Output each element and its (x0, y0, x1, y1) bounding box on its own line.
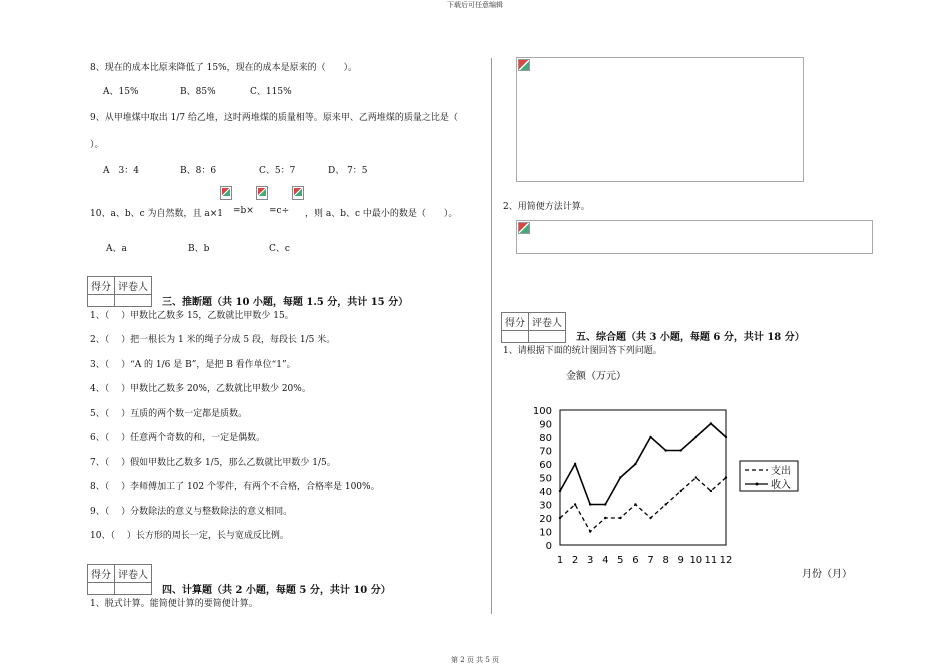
plot-frame (560, 410, 726, 545)
data-point-收入 (619, 476, 621, 478)
data-point-支出 (574, 503, 576, 505)
q9-option-a: A 3：4 (103, 166, 139, 176)
legend-label: 收入 (771, 480, 791, 491)
data-point-收入 (604, 503, 606, 505)
q9-option-c: C、5：7 (259, 166, 296, 176)
judge-item: 4、（ ）甲数比乙数多 20%，乙数就比甲数少 20%。 (90, 384, 311, 394)
data-point-支出 (725, 476, 727, 478)
judge-item: 6、（ ）任意两个奇数的和，一定是偶数。 (90, 433, 266, 443)
q10-option-b: B、b (188, 244, 210, 254)
y-tick-label: 100 (532, 406, 552, 417)
y-tick-label: 10 (539, 527, 552, 539)
data-point-支出 (680, 490, 682, 492)
legend-marker (756, 483, 759, 486)
x-tick-label: 10 (689, 555, 703, 566)
score-table (87, 276, 152, 307)
data-point-支出 (559, 517, 561, 519)
y-tick-label: 50 (539, 473, 552, 485)
x-tick-label: 5 (617, 555, 624, 566)
data-point-支出 (619, 517, 621, 519)
y-tick-label: 30 (539, 500, 552, 512)
series-line-支出 (560, 478, 726, 532)
data-point-收入 (649, 436, 651, 438)
y-tick-label: 0 (545, 541, 552, 552)
data-point-支出 (634, 503, 636, 505)
q8-option-c: C、115% (250, 87, 292, 97)
x-tick-label: 9 (677, 555, 684, 566)
q10-option-a: A、a (106, 244, 127, 254)
image-placeholder-icon (518, 59, 530, 71)
section-4-title: 四、计算题（共 2 小题，每题 5 分，共计 10 分） (162, 585, 391, 596)
grader-label: 评卷人 (115, 277, 152, 295)
score-cell[interactable] (88, 583, 115, 595)
judge-item: 2、（ ）把一根长为 1 米的绳子分成 5 段，每段长 1/5 米。 (90, 335, 336, 345)
page-footer: 第 2 页 共 5 页 (450, 656, 500, 664)
data-point-收入 (634, 463, 636, 465)
judge-item: 5、（ ）互质的两个数一定都是质数。 (90, 409, 248, 419)
data-point-收入 (664, 449, 666, 451)
data-point-收入 (680, 449, 682, 451)
series-line-收入 (560, 424, 726, 505)
q8-option-a: A、15% (103, 87, 139, 97)
score-label: 得分 (88, 565, 115, 583)
score-cell[interactable] (502, 331, 529, 343)
question-8: 8、现在的成本比原来降低了 15%，现在的成本是原来的（ ）。 (90, 63, 358, 73)
score-table (87, 564, 152, 595)
grader-label: 评卷人 (529, 313, 566, 331)
x-axis-label: 月份（月） (802, 569, 852, 580)
x-tick-label: 2 (571, 555, 579, 566)
q9-option-b: B、8：6 (180, 166, 217, 176)
q8-option-b: B、85% (180, 87, 216, 97)
judge-item: 3、（ ）“A 的 1/6 是 B”，是把 B 看作单位“1”。 (90, 360, 296, 370)
grader-cell[interactable] (115, 583, 152, 595)
judge-item: 10、（ ）长方形的周长一定，长与宽成反比例。 (90, 531, 289, 541)
x-tick-label: 7 (647, 555, 654, 566)
data-point-收入 (589, 503, 591, 505)
section-5-title: 五、综合题（共 3 小题，每题 6 分，共计 18 分） (576, 332, 805, 343)
data-point-收入 (574, 463, 576, 465)
y-tick-label: 90 (539, 419, 552, 431)
judge-item: 8、（ ）李师傅加工了 102 个零件，有两个不合格，合格率是 100%。 (90, 482, 380, 492)
calc-question-1: 1、脱式计算。能简便计算的要简便计算。 (90, 599, 258, 609)
comprehensive-question-1: 1、请根据下面的统计图回答下列问题。 (503, 346, 662, 356)
question-10-part-b: =b× (233, 206, 254, 216)
y-axis-label: 金额（万元） (566, 371, 626, 382)
data-point-支出 (604, 517, 606, 519)
data-point-支出 (664, 503, 666, 505)
line-chart (530, 365, 870, 585)
judge-item: 7、（ ）假如甲数比乙数多 1/5，那么乙数就比甲数少 1/5。 (90, 458, 336, 468)
answer-image-frame (516, 57, 804, 182)
answer-image-frame (516, 220, 873, 254)
data-point-收入 (725, 436, 727, 438)
x-tick-label: 3 (586, 555, 594, 566)
question-9-line2: ）。 (90, 140, 104, 150)
x-tick-label: 6 (632, 555, 639, 566)
data-point-支出 (649, 517, 651, 519)
question-10-part-d: ，则 a、b、c 中最小的数是（ ）。 (305, 209, 458, 219)
grader-cell[interactable] (115, 295, 152, 307)
data-point-收入 (695, 436, 697, 438)
score-table (501, 312, 566, 343)
image-placeholder-icon (518, 222, 530, 234)
section-3-title: 三、推断题（共 10 小题，每题 1.5 分，共计 15 分） (162, 297, 409, 308)
grader-label: 评卷人 (115, 565, 152, 583)
data-point-支出 (695, 476, 697, 478)
data-point-收入 (559, 490, 561, 492)
question-9-line1: 9、从甲堆煤中取出 1/7 给乙堆，这时两堆煤的质量相等。原来甲、乙两堆煤的质量之比是（ (90, 113, 458, 123)
question-10-part-a: 10、a、b、c 为自然数，且 a×1 (90, 209, 223, 219)
score-label: 得分 (88, 277, 115, 295)
score-cell[interactable] (88, 295, 115, 307)
grader-cell[interactable] (529, 331, 566, 343)
q9-option-d: D、 7：5 (328, 166, 368, 176)
q10-option-c: C、c (269, 244, 290, 254)
column-divider (491, 58, 492, 614)
judge-item: 1、（ ）甲数比乙数多 15，乙数就比甲数少 15。 (90, 311, 294, 321)
x-tick-label: 4 (602, 555, 609, 566)
y-tick-label: 70 (539, 446, 552, 458)
y-tick-label: 80 (539, 433, 552, 444)
x-tick-label: 12 (719, 555, 733, 566)
x-tick-label: 11 (704, 555, 718, 566)
fraction-image-icon (292, 186, 304, 200)
legend-label: 支出 (771, 466, 791, 477)
score-label: 得分 (502, 313, 529, 331)
y-tick-label: 20 (539, 514, 552, 525)
fraction-image-icon (256, 186, 268, 200)
data-point-支出 (589, 530, 591, 532)
question-2-simplify: 2、用简便方法计算。 (503, 202, 590, 212)
data-point-收入 (710, 422, 712, 424)
question-10-part-c: =c÷ (269, 206, 290, 216)
data-point-支出 (710, 490, 712, 492)
x-tick-label: 8 (662, 555, 669, 566)
judge-item: 9、（ ）分数除法的意义与整数除法的意义相同。 (90, 507, 293, 517)
y-tick-label: 60 (539, 460, 552, 471)
page-header: 下载后可任意编辑 (447, 1, 503, 9)
x-tick-label: 1 (556, 555, 564, 566)
y-tick-label: 40 (539, 487, 552, 498)
fraction-image-icon (220, 186, 232, 200)
